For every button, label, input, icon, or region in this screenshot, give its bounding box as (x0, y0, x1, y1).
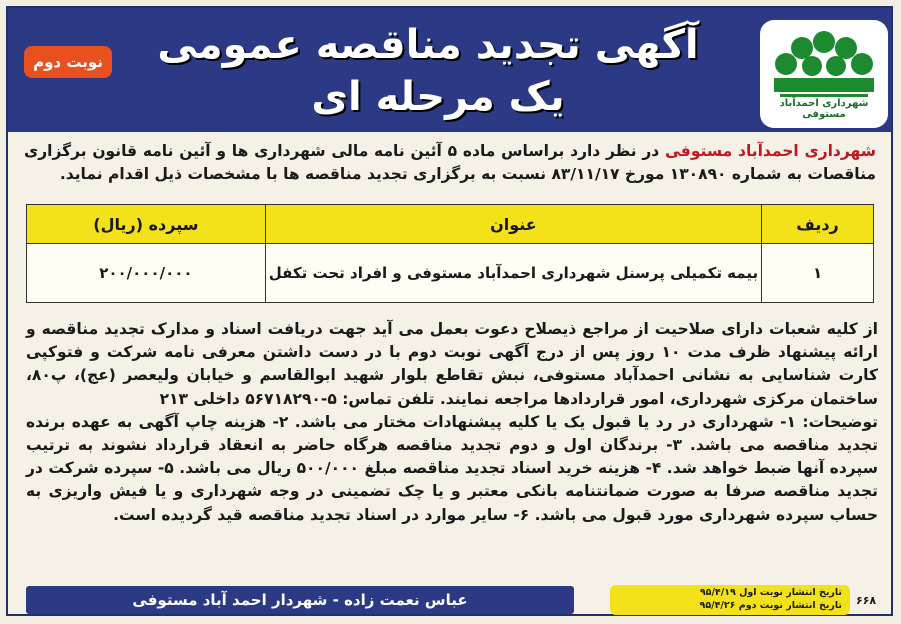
logo-icon (760, 20, 888, 110)
notice-title: آگهی تجدید مناقصه عمومی (157, 22, 699, 68)
invitation-paragraph: از کلیه شعبات دارای صلاحیت از مراجع ذیصلاح دعوت بعمل می آید جهت دریافت اسناد و مدارک تجدید مناقصه و ارائه پیشنهاد ظرف مدت ۱۰ روز پس از درج آگهی نوبت دوم با در دست داشتن معرفی نامه شرکت و فتوکپی کارت شناسایی به نشانی احمدآباد مستوفی، نبش تقاطع بلوار شهید ابوالقاسم و خیابان ولیعصر (عج)، پ۸۰، ساختمان مرکزی شهرداری، امور قراردادها مراجعه نمایند. تلفن تماس: ۵-۵۶۷۱۸۲۹۰ داخلی ۲۱۳ (26, 320, 878, 408)
header-title: عنوان (265, 205, 761, 244)
table-header-row (27, 205, 874, 244)
table-row (27, 244, 874, 303)
cell-title: بیمه تکمیلی پرسنل شهرداری احمدآباد مستوفی و افراد تحت تکفل (265, 244, 761, 303)
notice-body (26, 318, 878, 527)
signature-bar: عباس نعمت زاده - شهردار احمد آباد مستوفی (26, 586, 574, 614)
logo-caption: شهرداری احمدآباد مستوفی (779, 98, 869, 120)
tender-table (26, 204, 874, 303)
second-publication-date: تاریخ انتشار نوبت دوم ۹۵/۴/۲۶ (699, 600, 842, 611)
round-badge: نوبت دوم (24, 46, 112, 78)
header-deposit: سپرده (ریال) (27, 205, 266, 244)
intro-text: در نظر دارد براساس ماده ۵ آئین نامه مالی شهرداری ها و آئین نامه قانون برگزاری مناقصات به شماره ۱۳۰۸۹۰ مورخ ۸۳/۱۱/۱۷ نسبت به برگزاری تجدید مناقصه ها با مشخصات ذیل اقدام نماید. (24, 142, 876, 183)
notice-header (8, 8, 891, 132)
intro-paragraph (24, 140, 876, 186)
first-publication-date: تاریخ انتشار نوبت اول ۹۵/۴/۱۹ (699, 587, 842, 598)
organization-name: شهرداری احمدآباد مستوفی (664, 142, 876, 160)
notes-paragraph: توضیحات: ۱- شهرداری در رد یا قبول یک یا کلیه پیشنهادات مختار می باشد. ۲- هزینه چاپ آگهی به عهده برنده تجدید مناقصه می باشد. ۳- برندگان اول و دوم تجدید مناقصه هرگاه حاضر به انعقاد قرارداد نشوند به ترتیب سپرده آنها ضبط خواهد شد. ۴- هزینه خرید اسناد تجدید مناقصه مبلغ ۵۰۰/۰۰۰ ریال می باشد. ۵- سپرده شرکت در تجدید مناقصه صرفا به صورت ضمانتنامه بانکی معتبر و یا چک تضمینی در وجه شهرداری و یا فیش واریزی به حساب سپرده شهرداری مورد قبول می باشد. ۶- سایر موارد در اسناد تجدید مناقصه قید گردیده است. (26, 412, 878, 524)
publication-dates (610, 585, 850, 615)
municipality-logo (760, 20, 888, 128)
notice-subtitle: یک مرحله ای (311, 74, 565, 120)
page-number: ۶۶۸ (856, 594, 877, 607)
cell-row-number: ۱ (762, 244, 874, 303)
header-row-number: ردیف (762, 205, 874, 244)
cell-deposit: ۲۰۰/۰۰۰/۰۰۰ (27, 244, 266, 303)
